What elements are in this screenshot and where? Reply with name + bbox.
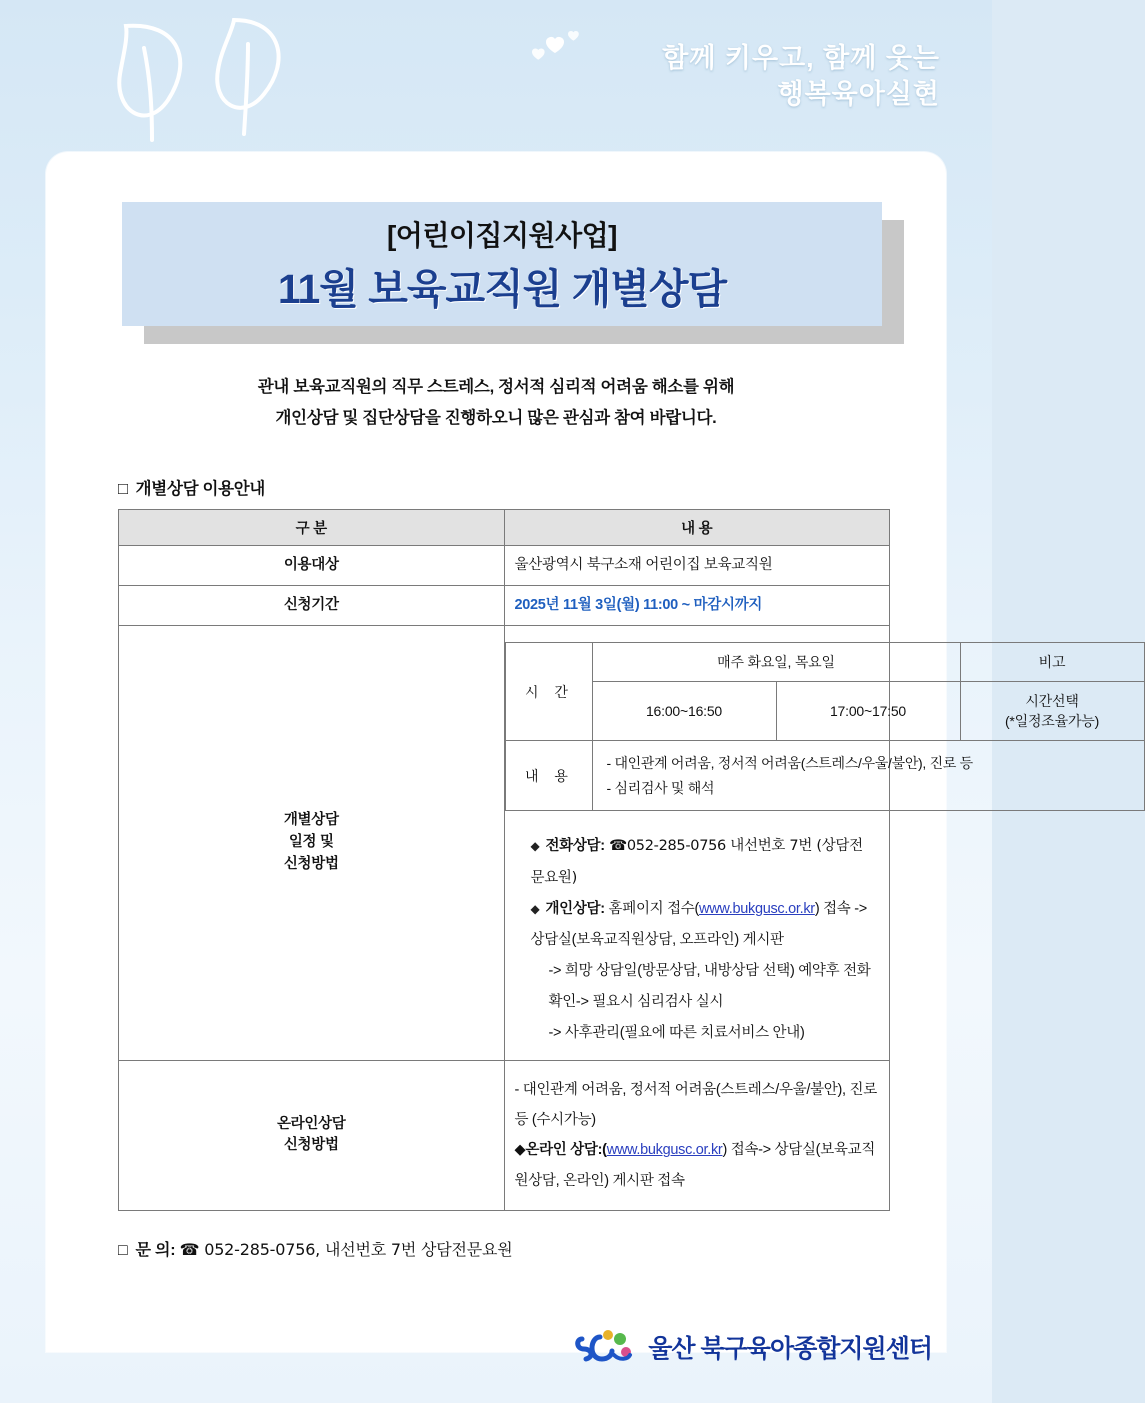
bullet-phone-label: 전화상담: bbox=[545, 838, 605, 855]
row-label-schedule-l2: 일정 및 bbox=[288, 834, 334, 851]
page-title: 11월 보육교직원 개별상담 bbox=[277, 265, 727, 312]
leaf-decoration-icon bbox=[108, 18, 318, 144]
inner-content-cell bbox=[592, 741, 1144, 811]
online-line-2 bbox=[515, 1135, 878, 1196]
row-label-schedule-l1: 개별상담 bbox=[283, 812, 339, 829]
row-value-period: 2025년 11월 3일(월) 11:00 ~ 마감시까지 bbox=[504, 586, 890, 626]
intro-line-2: 개인상담 및 집단상담을 진행하오니 많은 관심과 참여 바랍니다. bbox=[275, 408, 717, 427]
section-heading-label: 개별상담 이용안내 bbox=[135, 480, 266, 499]
diamond-bullet-icon-3: ◆ bbox=[514, 1142, 526, 1159]
table-row-schedule bbox=[119, 626, 890, 1060]
bullet-phone bbox=[531, 831, 876, 893]
bullet-personal-label: 개인상담: bbox=[545, 900, 605, 917]
inner-content-row bbox=[505, 741, 1144, 811]
online-homepage-link[interactable]: www.bukgusc.or.kr bbox=[606, 1142, 723, 1159]
inner-content-label: 내 용 bbox=[505, 741, 592, 811]
row-label-schedule-l3: 신청방법 bbox=[283, 855, 339, 872]
footer-logo bbox=[574, 1325, 932, 1369]
table-row-target bbox=[119, 546, 890, 586]
inner-content-line-2: - 심리검사 및 해석 bbox=[606, 779, 715, 796]
schedule-inner-table bbox=[505, 642, 1145, 811]
hearts-icon bbox=[532, 30, 592, 64]
diamond-bullet-icon-2: ◆ bbox=[530, 901, 540, 916]
bullet-step-3 bbox=[531, 1018, 876, 1049]
row-label-period: 신청기간 bbox=[119, 586, 505, 626]
row-label-online bbox=[119, 1060, 505, 1211]
bullet-step-2 bbox=[531, 956, 876, 1018]
inner-slot-2: 17:00~17:50 bbox=[776, 682, 960, 741]
online-line-2-rest: ) 접속-> 상담실(보육교직원상담, 온라인) 게시판 접속 bbox=[514, 1142, 876, 1189]
bullet-personal-pre: 홈페이지 접수( bbox=[604, 900, 700, 917]
contact-label: 문 의: bbox=[135, 1242, 176, 1260]
contact-line bbox=[118, 1237, 946, 1260]
title-block bbox=[122, 202, 906, 342]
center-logo-icon bbox=[574, 1325, 636, 1369]
online-line-2-label: 온라인 상담:( bbox=[525, 1142, 607, 1159]
inner-header-row bbox=[505, 643, 1144, 682]
content-card bbox=[46, 152, 1100, 1352]
table-row-period bbox=[119, 586, 890, 626]
bullet-personal bbox=[531, 894, 876, 956]
inner-remark-cell bbox=[960, 682, 1144, 741]
title-bracket: [어린이집지원사업] bbox=[386, 219, 618, 251]
row-value-online bbox=[504, 1060, 890, 1211]
table-header-row bbox=[119, 510, 890, 546]
section-heading bbox=[118, 475, 946, 499]
inner-remark-header: 비고 bbox=[960, 643, 1144, 682]
table-row-online bbox=[119, 1060, 890, 1211]
col-header-content: 내 용 bbox=[504, 510, 890, 546]
bullet-personal-post: ) 접속 -> 상담실(보육교직원상담, 오프라인) 게시판 bbox=[530, 900, 867, 948]
inner-content-line-1: - 대인관계 어려움, 정서적 어려움(스트레스/우울/불안), 진로 등 bbox=[606, 755, 973, 772]
row-label-online-l1: 온라인상담 bbox=[276, 1115, 346, 1132]
inner-slot-1: 16:00~16:50 bbox=[592, 682, 776, 741]
row-label-online-l2: 신청방법 bbox=[283, 1137, 339, 1154]
title-box bbox=[122, 202, 882, 326]
bullet-step-2-text: -> 희망 상담일(방문상담, 내방상담 선택) 예약후 전화 확인-> 필요시 심리검사 실시 bbox=[548, 963, 871, 1011]
square-bullet-icon: □ bbox=[118, 480, 128, 499]
square-bullet-icon-2: □ bbox=[118, 1242, 128, 1260]
homepage-link[interactable]: www.bukgusc.or.kr bbox=[699, 900, 815, 917]
inner-weekday-header: 매주 화요일, 목요일 bbox=[592, 643, 960, 682]
bullet-step-3-text: -> 사후관리(필요에 따른 치료서비스 안내) bbox=[548, 1025, 805, 1042]
online-line-1: - 대인관계 어려움, 정서적 어려움(스트레스/우울/불안), 진로 등 (수시가능) bbox=[514, 1081, 877, 1129]
row-label-target: 이용대상 bbox=[119, 546, 505, 586]
slogan bbox=[662, 40, 940, 113]
inner-remark-line-2: (*일정조율가능) bbox=[1004, 713, 1100, 730]
intro-text bbox=[46, 372, 946, 433]
col-header-division: 구 분 bbox=[119, 510, 505, 546]
contact-value: ☎ 052-285-0756, 내선번호 7번 상담전문요원 bbox=[179, 1240, 513, 1260]
row-value-target: 울산광역시 북구소재 어린이집 보육교직원 bbox=[504, 546, 890, 586]
header-band bbox=[0, 0, 992, 152]
bullet-phone-value: ☎052-285-0756 내선번호 7번 (상담전문요원) bbox=[530, 838, 863, 886]
row-label-schedule bbox=[119, 626, 505, 1060]
apply-method-bullets bbox=[505, 825, 890, 1059]
slogan-line-2: 행복육아실현 bbox=[777, 79, 940, 110]
center-logo-text: 울산 북구육아종합지원센터 bbox=[648, 1335, 932, 1363]
guide-table bbox=[118, 509, 1100, 1211]
slogan-line-1: 함께 키우고, 함께 웃는 bbox=[662, 43, 940, 73]
inner-slot-row bbox=[505, 682, 1144, 741]
inner-remark-line-1: 시간선택 bbox=[1025, 693, 1079, 710]
inner-time-label: 시 간 bbox=[505, 643, 592, 741]
row-value-schedule bbox=[504, 626, 1100, 1060]
diamond-bullet-icon: ◆ bbox=[530, 839, 540, 854]
intro-line-1: 관내 보육교직원의 직무 스트레스, 정서적 심리적 어려움 해소를 위해 bbox=[257, 378, 735, 396]
